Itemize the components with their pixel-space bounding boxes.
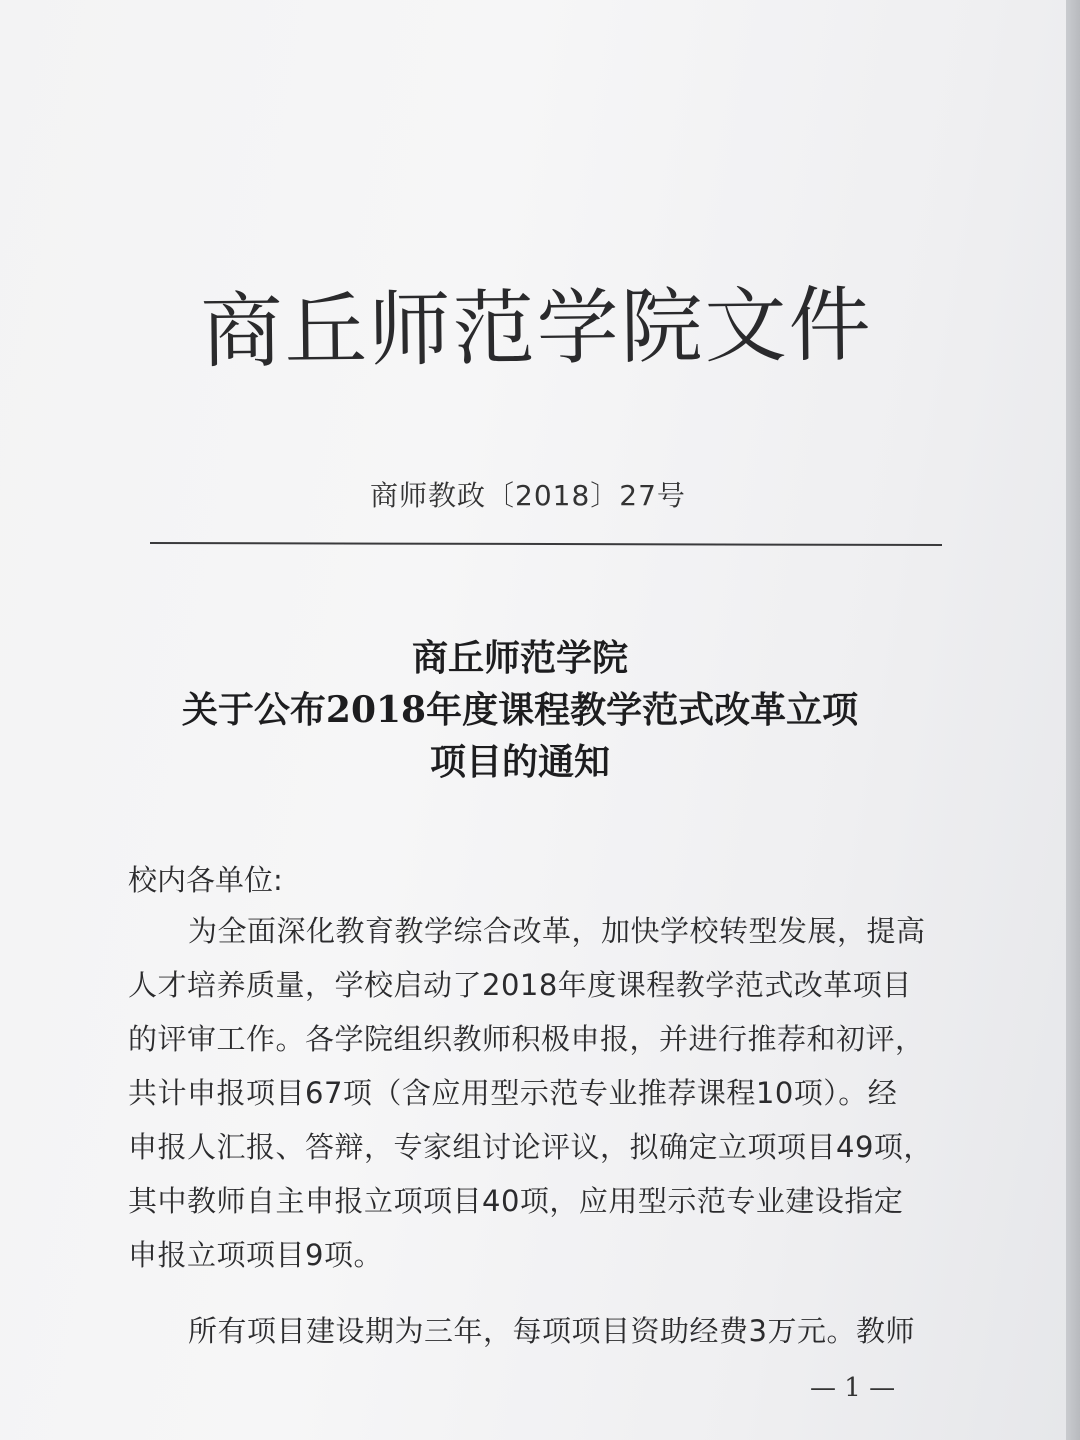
- body-line: 其中教师自主申报立项项目40项，应用型示范专业建设指定: [128, 1184, 904, 1218]
- body-line: 共计申报项目67项（含应用型示范专业推荐课程10项）。经: [128, 1076, 898, 1110]
- body-line: 的评审工作。各学院组织教师积极申报，并进行推荐和初评，: [128, 1022, 925, 1056]
- body-text: [128, 904, 933, 1358]
- salutation: 校内各单位:: [128, 863, 283, 897]
- body-line: 为全面深化教育教学综合改革，加快学校转型发展，提高: [188, 914, 926, 948]
- document-header-title: 商丘师范学院文件: [200, 277, 874, 380]
- page-number: — 1 —: [810, 1373, 896, 1403]
- notice-title-line: 关于公布2018年度课程教学范式改革立项: [181, 689, 859, 731]
- background-edge: [1066, 0, 1080, 1440]
- notice-title: [120, 632, 920, 788]
- body-line: 人才培养质量，学校启动了2018年度课程教学范式改革项目: [128, 968, 912, 1002]
- paragraph-gap: [128, 1282, 918, 1304]
- notice-title-line: 项目的通知: [429, 741, 610, 783]
- body-line: 所有项目建设期为三年，每项项目资助经费3万元。教师: [188, 1314, 915, 1348]
- document-number: 商师教政〔2018〕27号: [370, 479, 686, 512]
- body-line: 申报人汇报、答辩，专家组讨论评议，拟确定立项项目49项，: [128, 1130, 933, 1164]
- notice-title-line: 商丘师范学院: [411, 637, 628, 679]
- header-divider-line: [150, 542, 942, 546]
- body-line: 申报立项项目9项。: [128, 1238, 383, 1272]
